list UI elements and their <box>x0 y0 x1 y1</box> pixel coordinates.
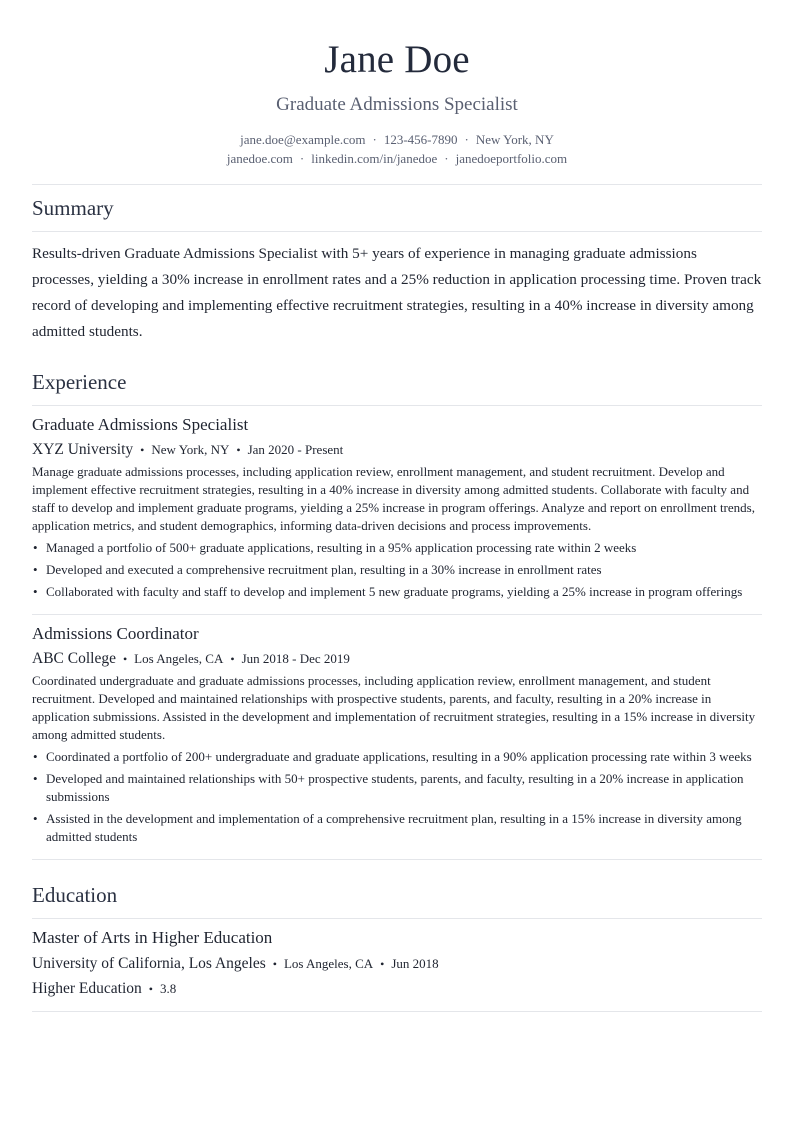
list-item: • Coordinated a portfolio of 200+ undergraduate and graduate applications, resulting in a 90% application processing rate within 3 weeks <box>32 748 762 766</box>
list-item: • Collaborated with faculty and staff to develop and implement 5 new graduate programs, yielding a 25% increase in program offerings <box>32 583 762 601</box>
portfolio-link[interactable]: janedoeportfolio.com <box>455 151 568 166</box>
school-name: University of California, Los Angeles <box>32 955 266 972</box>
education-field-meta <box>32 979 762 999</box>
divider <box>32 1011 762 1012</box>
email-link[interactable]: jane.doe@example.com <box>240 132 366 147</box>
summary-text: Results-driven Graduate Admissions Specialist with 5+ years of experience in managing graduate admissions processes, yielding a 30% increase in enrollment rates and a 25% reduction in application processing time. Proven track record of developing and implementing effective recruitment strategies, resulting in a 40% increase in diversity among admitted students. <box>32 245 762 340</box>
linkedin-link[interactable]: linkedin.com/in/janedoe <box>311 151 438 166</box>
contact-separator: · <box>444 151 449 166</box>
section-heading-education: Education <box>32 883 118 907</box>
meta-bullet: • <box>140 443 145 457</box>
company-name: ABC College <box>32 650 116 667</box>
section-heading-experience: Experience <box>32 370 127 394</box>
job-location: New York, NY <box>151 442 230 457</box>
field-of-study: Higher Education <box>32 980 142 997</box>
job-bullets <box>32 539 762 601</box>
contact-separator: · <box>372 132 377 147</box>
summary-section <box>32 185 762 345</box>
job-dates: Jun 2018 - Dec 2019 <box>241 651 350 666</box>
graduation-date: Jun 2018 <box>391 956 439 971</box>
meta-bullet: • <box>230 652 235 666</box>
degree-title: Master of Arts in Higher Education <box>32 928 273 947</box>
website-link[interactable]: janedoe.com <box>226 151 293 166</box>
contact-separator: · <box>464 132 469 147</box>
resume-header <box>32 0 762 168</box>
job-description: Coordinated undergraduate and graduate admissions processes, including application review, enrollment management, and student recruitment. Developed and maintained relationships with prospective students, parents, and faculty, resulting in a 20% increase in application submissions. Assisted in the development and implementation of recruitment strategies, resulting in a 15% increase in diversity among admitted students. <box>32 673 756 742</box>
contact-line-2 <box>32 149 762 168</box>
list-item: • Developed and executed a comprehensive recruitment plan, resulting in a 30% increase in enrollment rates <box>32 561 762 579</box>
education-meta <box>32 954 762 974</box>
meta-bullet: • <box>272 957 277 971</box>
school-location: Los Angeles, CA <box>283 956 374 971</box>
candidate-name: Jane Doe <box>324 38 470 81</box>
meta-bullet: • <box>236 443 241 457</box>
meta-bullet: • <box>148 982 153 996</box>
job-entry <box>32 406 762 614</box>
education-entry <box>32 919 762 1011</box>
job-bullets <box>32 748 762 846</box>
phone-number: 123-456-7890 <box>383 132 458 147</box>
company-name: XYZ University <box>32 441 134 458</box>
meta-bullet: • <box>122 652 128 666</box>
contact-separator: · <box>299 151 305 166</box>
contact-line-1 <box>32 130 762 149</box>
meta-bullet: • <box>380 957 385 971</box>
candidate-title: Graduate Admissions Specialist <box>276 94 518 115</box>
list-item: • Managed a portfolio of 500+ graduate applications, resulting in a 95% application processing rate within 2 weeks <box>32 539 762 557</box>
job-meta <box>32 440 762 460</box>
job-description: Manage graduate admissions processes, including application review, enrollment management, and student recruitment. Develop and implement effective recruitment strategies, resulting in a 40% increase in diversity among admitted students. Collaborate with faculty and staff to develop and implement graduate programs, yielding a 25% increase in program offerings. Analyze and report on enrollment trends, application metrics, and student demographics, informing data-driven decisions and process improvements. <box>32 464 755 533</box>
list-item: • Developed and maintained relationships with 50+ prospective students, parents, and faculty, resulting in a 20% increase in application submissions <box>32 770 762 806</box>
experience-section <box>32 359 762 860</box>
education-section <box>32 872 762 1012</box>
job-entry <box>32 615 762 859</box>
gpa-value: 3.8 <box>159 981 177 996</box>
job-dates: Jan 2020 - Present <box>247 442 344 457</box>
job-title: Graduate Admissions Specialist <box>32 415 249 434</box>
list-item: • Assisted in the development and implementation of a comprehensive recruitment plan, resulting in a 15% increase in diversity among admitted students <box>32 810 762 846</box>
job-meta <box>32 649 762 669</box>
job-title: Admissions Coordinator <box>32 624 199 643</box>
divider <box>32 859 762 860</box>
section-heading-summary: Summary <box>32 196 114 220</box>
job-location: Los Angeles, CA <box>134 651 224 666</box>
location-text: New York, NY <box>475 132 554 147</box>
